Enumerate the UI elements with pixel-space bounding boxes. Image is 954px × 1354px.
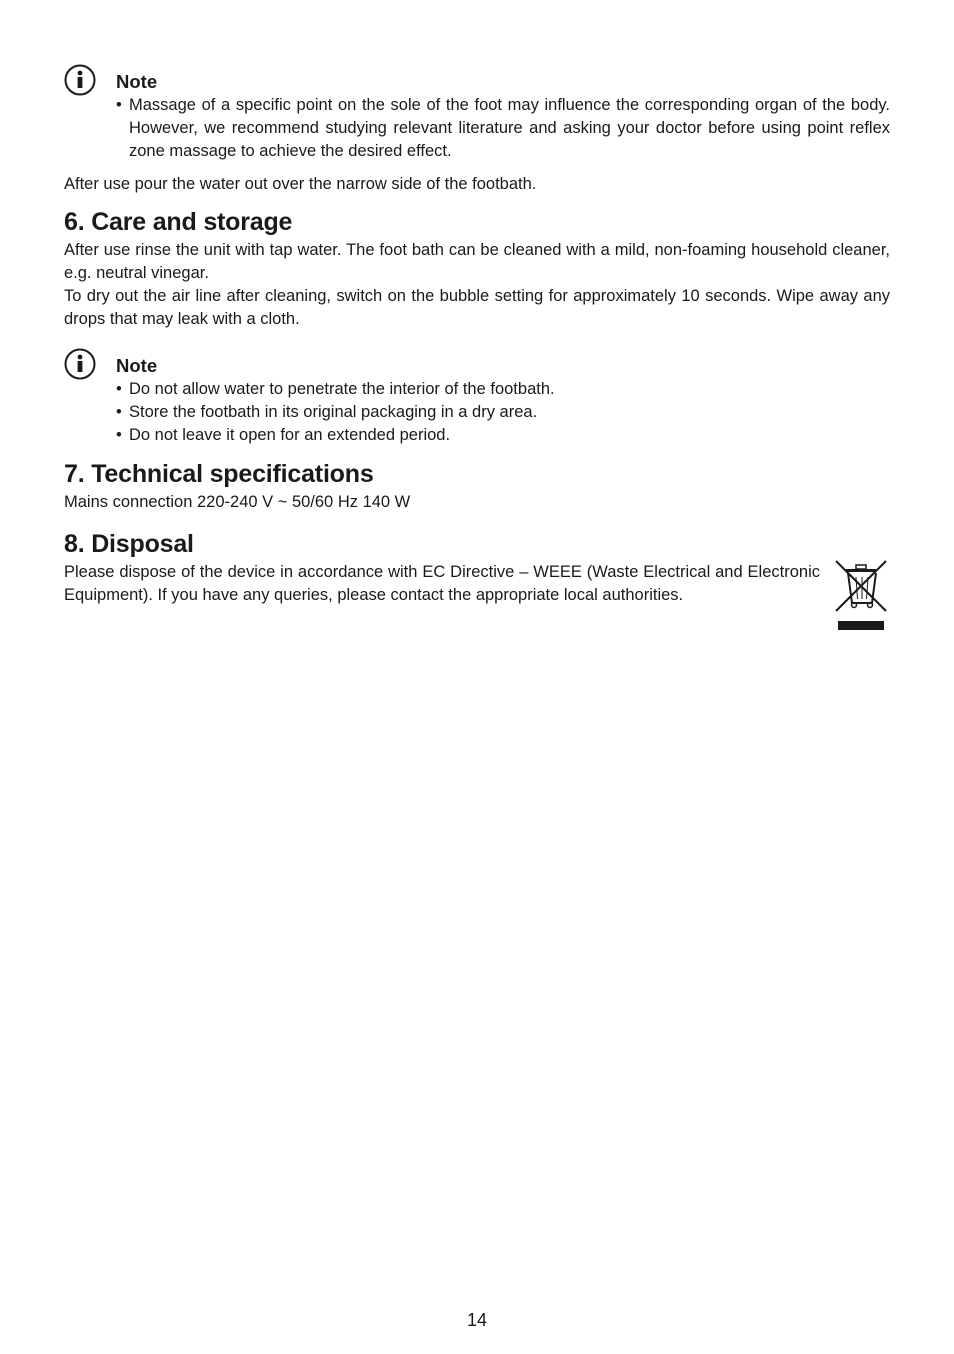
list-item: • Do not allow water to penetrate the interior of the footbath. xyxy=(116,378,890,401)
note-bullet-list xyxy=(116,378,890,447)
note-title: Note xyxy=(116,71,158,92)
section-heading-disposal: 8. Disposal xyxy=(64,530,194,558)
page-number: 14 xyxy=(466,1310,488,1330)
section-heading-technical-specifications: 7. Technical specifications xyxy=(64,460,374,488)
care-paragraph: To dry out the air line after cleaning, switch on the bubble setting for approximately 10 seconds. Wipe away any drops that may leak with a cloth. xyxy=(64,287,890,328)
info-icon xyxy=(64,64,96,96)
manual-page xyxy=(64,64,890,607)
disposal-text: Please dispose of the device in accordance with EC Directive – WEEE (Waste Electrical and Electronic Equipment). If you have any queries, please contact the appropriate local authorities. xyxy=(64,563,820,604)
list-item: • Massage of a specific point on the sole of the foot may influence the corresponding organ of the body. However, we recommend studying relevant literature and asking your doctor before using point reflex zone massage to achieve the desired effect. xyxy=(116,94,890,163)
disposal-content xyxy=(64,561,890,607)
list-item: • Store the footbath in its original packaging in a dry area. xyxy=(116,401,890,424)
list-item: • Do not leave it open for an extended period. xyxy=(116,424,890,447)
info-icon xyxy=(64,348,96,380)
crossed-out-bin-icon xyxy=(834,559,890,633)
section-heading-care-storage: 6. Care and storage xyxy=(64,208,293,236)
note-bullet-list xyxy=(116,94,890,163)
note-title: Note xyxy=(116,355,158,376)
note-block-1 xyxy=(64,64,890,163)
technical-spec-text: Mains connection 220-240 V ~ 50/60 Hz 140 W xyxy=(64,493,411,511)
after-use-text: After use pour the water out over the narrow side of the footbath. xyxy=(64,175,537,193)
note-block-2 xyxy=(64,348,890,447)
care-paragraph: After use rinse the unit with tap water. The foot bath can be cleaned with a mild, non-foaming household cleaner, e.g. neutral vinegar. xyxy=(64,241,890,282)
